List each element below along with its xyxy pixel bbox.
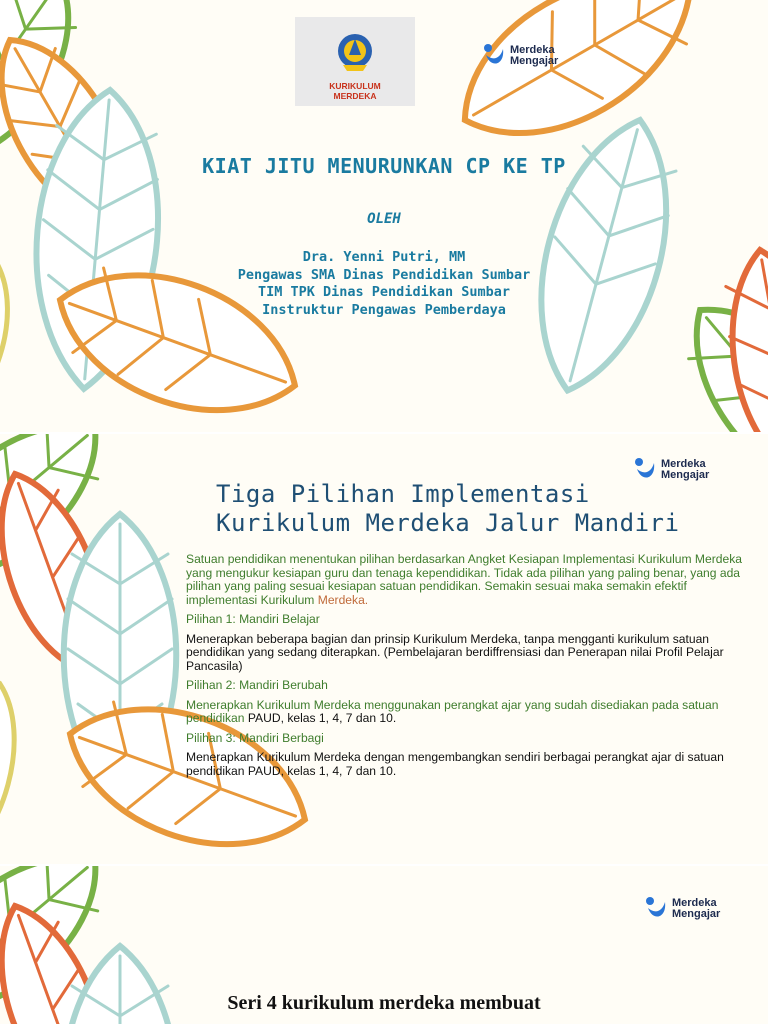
option3-text: Menerapkan Kurikulum Merdeka dengan mengembangkan sendiri berbagai perangkat ajar di satuan pendidikan PAUD, kelas 1, 4, 7 dan 10. <box>186 750 724 778</box>
brand-line1: Merdeka <box>672 897 717 909</box>
author-name: Dra. Yenni Putri, MM <box>302 249 466 265</box>
author-role-2: TIM TPK Dinas Pendidikan Sumbar <box>258 284 510 300</box>
option2-text: Menerapkan Kurikulum Merdeka menggunakan perangkat ajar yang sudah disediakan pada satuan pendidikan <box>186 697 719 725</box>
brand-line2: Mengajar <box>672 908 721 920</box>
brand-line2: Mengajar <box>661 469 710 481</box>
slide2-body <box>186 553 751 784</box>
brand-line1: Merdeka <box>510 44 555 56</box>
option2-tail: PAUD, kelas 1, 4, 7 dan 10. <box>247 711 397 725</box>
logo-line1: KURIKULUM <box>329 81 381 91</box>
slide2-title-line1: Tiga Pilihan Implementasi <box>216 480 590 508</box>
leaf-icon <box>0 675 33 864</box>
leaf-icon <box>435 0 720 172</box>
merdeka-mengajar-icon <box>645 896 669 922</box>
slide-title <box>0 0 768 432</box>
kurikulum-merdeka-logo <box>295 17 415 106</box>
merdeka-mengajar-logo <box>645 896 720 922</box>
intro-paragraph <box>186 553 751 607</box>
author-role-1: Pengawas SMA Dinas Pendidikan Sumbar <box>237 266 531 283</box>
brand-line1: Merdeka <box>661 458 706 470</box>
option2-heading: Pilihan 2: Mandiri Berubah <box>186 678 328 692</box>
intro-text: Satuan pendidikan menentukan pilihan berdasarkan Angket Kesiapan Implementasi Kurikulum Merdeka yang mengukur kesiapan guru dan tenaga kependidikan. Tidak ada pilihan yang paling benar, yang ada pilihan yang paling sesuai kesiapan satuan pendidikan. Semakin sesuai maka semakin efektif implementasi Kurikulum <box>186 552 742 607</box>
author-role-3: Instruktur Pengawas Pemberdaya <box>262 301 506 318</box>
slide3-heading: Seri 4 kurikulum merdeka membuat <box>227 992 541 1014</box>
merdeka-mengajar-logo <box>483 43 558 69</box>
option2-paragraph <box>186 699 751 726</box>
option3-heading: Pilihan 3: Mandiri Berbagi <box>186 730 324 745</box>
brand-line2: Mengajar <box>510 55 559 67</box>
slide2-title-line2: Kurikulum Merdeka Jalur Mandiri <box>216 509 680 537</box>
option1-text: Menerapkan beberapa bagian dan prinsip Kurikulum Merdeka, tanpa mengganti kurikulum satuan pendidikan yang sedang diterapkan. (Pembelajaran berdiffrensiasi dan Penerapan nilai Profil Pelajar Pancasila) <box>186 631 724 673</box>
slide1-title: KIAT JITU MENURUNKAN CP KE TP <box>202 154 566 178</box>
merdeka-mengajar-icon <box>483 43 507 69</box>
oleh-label: OLEH <box>367 211 401 227</box>
intro-highlight: Merdeka. <box>317 592 369 607</box>
slide2-title <box>216 480 679 538</box>
option1-heading: Pilihan 1: Mandiri Belajar <box>186 612 320 626</box>
logo-line2: MERDEKA <box>333 91 377 101</box>
author-block <box>0 249 768 319</box>
